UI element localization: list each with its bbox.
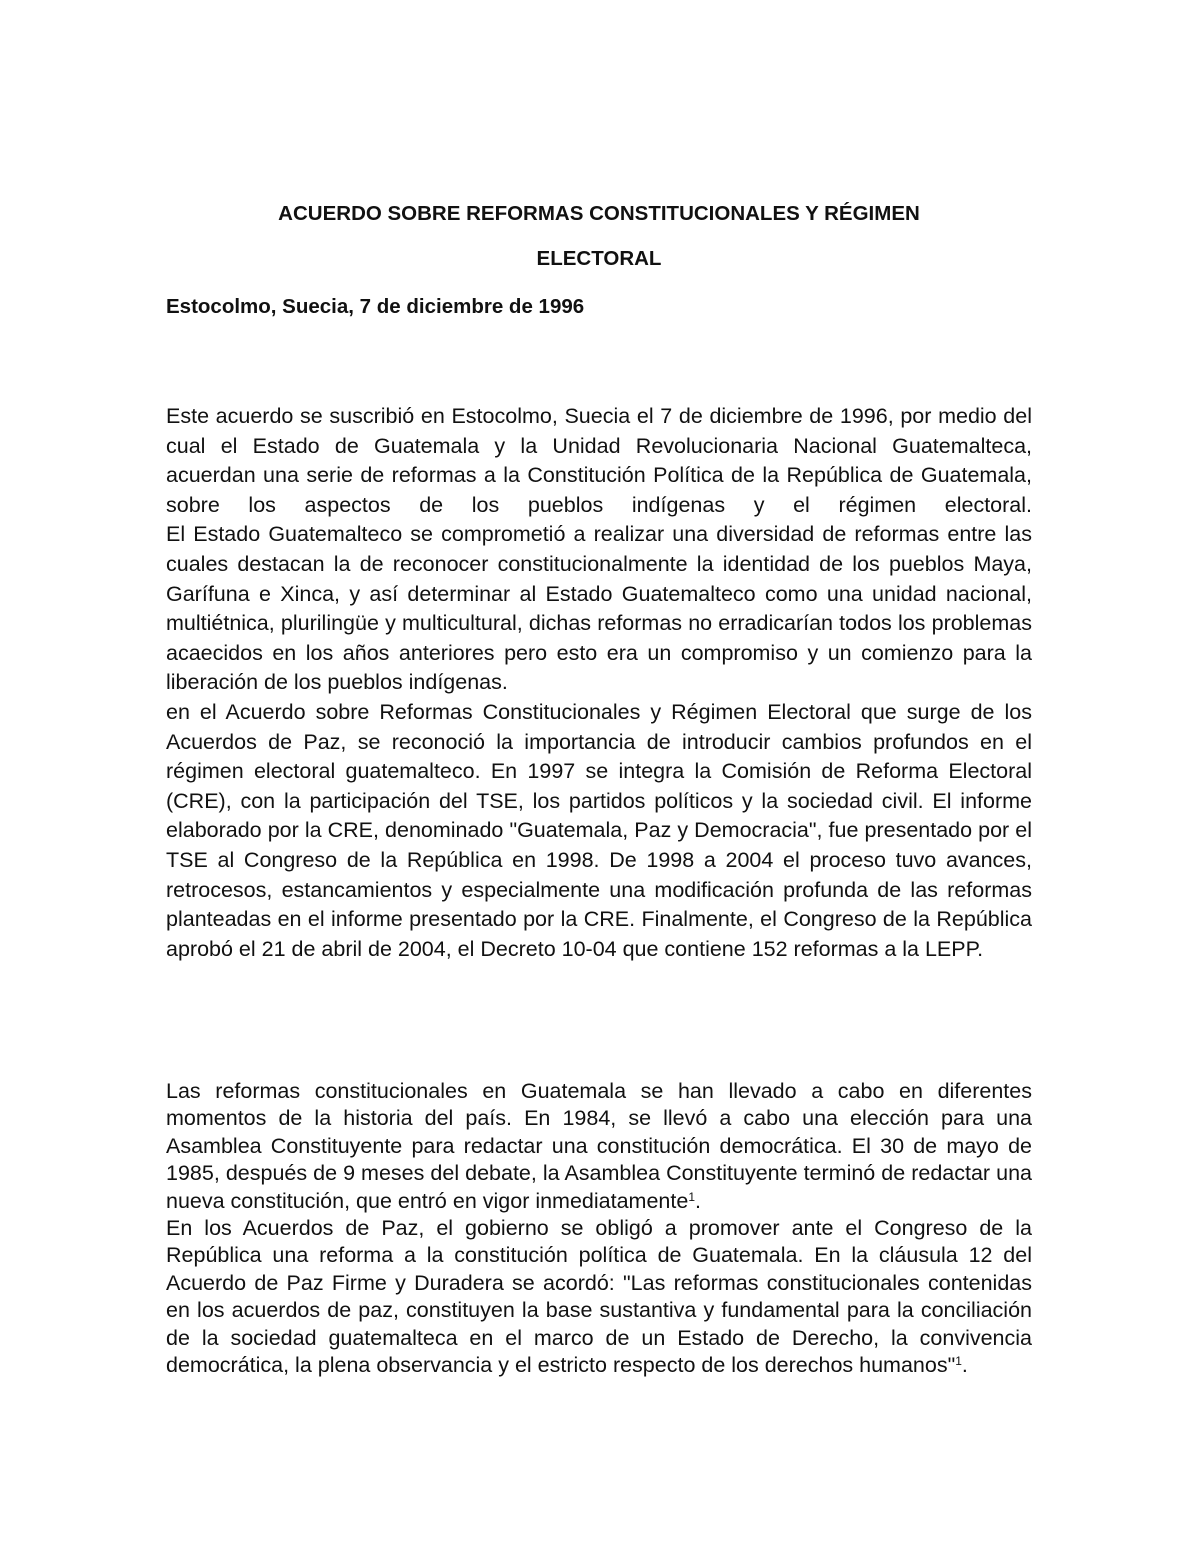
paragraph-1-part-1: Este acuerdo se suscribió en Estocolmo, Suecia el 7 de diciembre de 1996, por medio del cual el Estado de Guatemala y la Unidad Revolucionaria Nacional Guatemalteca, acuerdan una serie de reformas a la Constitución Política de la República de Guatemala, sobre los aspectos de los pueblos indígenas y el régimen electoral. <box>166 404 1032 517</box>
paragraph-1-part-2: El Estado Guatemalteco se comprometió a realizar una diversidad de reformas entre las cuales destacan la de reconocer constitucionalmente la identidad de los pueblos Maya, Garífuna e Xinca, y así determinar al Estado Guatemalteco como una unidad nacional, multiétnica, plurilingüe y multicultural, dichas reformas no erradicarían todos los problemas acaecidos en los años anteriores pero esto era un compromiso y un comienzo para la liberación de los pueblos indígenas. <box>166 522 1032 695</box>
document-title <box>166 191 1032 281</box>
place-date: Estocolmo, Suecia, 7 de diciembre de 1996 <box>166 295 585 318</box>
paragraph-2-part-1 <box>166 1078 1032 1215</box>
paragraph-end: . <box>961 1353 968 1378</box>
paragraph-2 <box>166 1078 1032 1379</box>
paragraph-2-part-1-text: Las reformas constitucionales en Guatemala se han llevado a cabo en diferentes momentos de la historia del país. En 1984, se llevó a cabo una elección para una Asamblea Constituyente para redactar una constitución democrática. El 30 de mayo de 1985, después de 9 meses del debate, la Asamblea Constituyente terminó de redactar una nueva constitución, que entró en vigor inmediatamente <box>166 1079 1032 1213</box>
sentence-end: . <box>695 1188 701 1213</box>
footnote-marker: 1 <box>955 1354 962 1369</box>
title-line-1: ACUERDO SOBRE REFORMAS CONSTITUCIONALES Y RÉGIMEN <box>278 202 920 225</box>
paragraph-2-part-2 <box>166 1215 1032 1379</box>
paragraph-2-part-2-text: En los Acuerdos de Paz, el gobierno se obligó a promover ante el Congreso de la República una reforma a la constitución política de Guatemala. En la cláusula 12 del Acuerdo de Paz Firme y Duradera se acordó: "Las reformas constitucionales contenidas en los acuerdos de paz, constituyen la base sustantiva y fundamental para la conciliación de la sociedad guatemalteca en el marco de un Estado de Derecho, la convivencia democrática, la plena observancia y el estricto respecto de los derechos humanos" <box>166 1216 1032 1378</box>
paragraph-1-part-3: en el Acuerdo sobre Reformas Constitucionales y Régimen Electoral que surge de los Acuerdos de Paz, se reconoció la importancia de introducir cambios profundos en el régimen electoral guatemalteco. En 1997 se integra la Comisión de Reforma Electoral (CRE), con la participación del TSE, los partidos políticos y la sociedad civil. El informe elaborado por la CRE, denominado "Guatemala, Paz y Democracia", fue presentado por el TSE al Congreso de la República en 1998. De 1998 a 2004 el proceso tuvo avances, retrocesos, estancamientos y especialmente una modificación profunda de las reformas planteadas en el informe presentado por la CRE. Finalmente, el Congreso de la República aprobó el 21 de abril de 2004, el Decreto 10-04 que contiene 152 reformas a la LEPP. <box>166 699 1032 961</box>
title-line-2: ELECTORAL <box>536 247 662 270</box>
footnote-marker: 1 <box>688 1189 695 1204</box>
paragraph-1 <box>166 402 1032 964</box>
